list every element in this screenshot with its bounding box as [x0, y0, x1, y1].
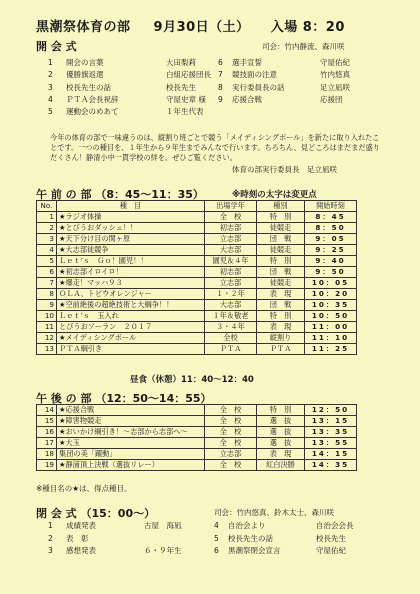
afternoon-title: 午 後 の 部 （12：50～14：55） — [36, 392, 212, 405]
row-number: 12 — [37, 333, 57, 344]
row-type: 特 別 — [257, 311, 305, 322]
table-row — [37, 234, 357, 245]
row-start-time: 13：35 — [305, 427, 357, 438]
row-grade: ３・４年 — [205, 322, 257, 333]
opening-list-left — [48, 57, 211, 118]
row-grade: 全 校 — [205, 427, 257, 438]
row-number: 4 — [37, 245, 57, 256]
row-type: 特 別 — [257, 405, 305, 416]
row-type: 選 抜 — [257, 427, 305, 438]
row-type: ＰＴＡ — [257, 344, 305, 355]
page-header — [36, 16, 345, 35]
row-grade: 大志部 — [205, 300, 257, 311]
row-type: 特 別 — [257, 256, 305, 267]
row-number: 19 — [37, 460, 57, 471]
table-row — [37, 289, 357, 300]
morning-body — [37, 212, 357, 355]
row-number: 2 — [37, 223, 57, 234]
event-title: 黒潮祭体育の部 — [36, 20, 131, 35]
notice-paragraph: 今年の体育の部で一味違うのは、縦割り班ごとで競う「メイディシングボール」を新たに取り入れたことです。一つの種目を、１年生から９年生までみんなで行います。ちろちん、見どころはまだまだ盛りだくさん！静清小中一貫学校の絆を、ぜひご覧ください。 — [50, 133, 380, 162]
table-row — [37, 311, 357, 322]
row-event: とびうおソーラン ２０１７ — [57, 322, 205, 333]
table-row — [37, 438, 357, 449]
row-event: ★初志部イロイロ！ — [57, 267, 205, 278]
row-number: 17 — [37, 438, 57, 449]
morning-table — [36, 200, 357, 355]
opening-title: 開 会 式 — [36, 40, 77, 53]
row-type: 徒競走 — [257, 245, 305, 256]
row-event: ★大志部徒競争 — [57, 245, 205, 256]
row-start-time: 10：05 — [305, 278, 357, 289]
row-number: 10 — [37, 311, 57, 322]
lunch-break: 昼食（休憩）11：40～12：40 — [130, 375, 254, 385]
row-event: ★静浦頂上決戦（選抜リレー） — [57, 460, 205, 471]
row-start-time: 11：25 — [305, 344, 357, 355]
table-row — [37, 212, 357, 223]
afternoon-body — [37, 405, 357, 471]
list-item: 6 選手宣誓 守屋佑紀 — [218, 58, 350, 67]
row-start-time: 10：20 — [305, 289, 357, 300]
row-grade: 全 校 — [205, 212, 257, 223]
row-event: Ｌｅｔ’ｓ Ｇｏ！園児！！ — [57, 256, 205, 267]
opening-list-right — [218, 57, 350, 106]
row-start-time: 13：15 — [305, 416, 357, 427]
list-item: 2 優勝旗返還 白組応援団長 — [48, 70, 211, 80]
table-row — [37, 322, 357, 333]
row-type: 選 抜 — [257, 416, 305, 427]
table-row — [37, 344, 357, 355]
entry-time: 入場 8：20 — [270, 20, 345, 35]
row-event: ★爆走！マッハ９３ — [57, 278, 205, 289]
col-event: 種 目 — [57, 201, 205, 212]
row-grade: 立志部 — [205, 278, 257, 289]
row-event: ★空前絶後の超絶技術と大綱争！！ — [57, 300, 205, 311]
row-number: 8 — [37, 289, 57, 300]
table-row — [37, 449, 357, 460]
row-start-time: 12：50 — [305, 405, 357, 416]
row-start-time: 10：35 — [305, 300, 357, 311]
list-item: 8 実行委員長の話 足立凪咲 — [218, 82, 350, 92]
row-number: 7 — [37, 278, 57, 289]
row-start-time: 11：00 — [305, 322, 357, 333]
table-row — [37, 245, 357, 256]
row-event: ＰＴＡ綱引き — [57, 344, 205, 355]
row-event: ★ラジオ体操 — [57, 212, 205, 223]
row-type: 表 現 — [257, 289, 305, 300]
row-number: 14 — [37, 405, 57, 416]
afternoon-note: ※種目名の★は、得点種目。 — [36, 484, 132, 493]
closing-title: 閉 会 式 （15：00～） — [36, 507, 156, 520]
row-type: 縦割り — [257, 333, 305, 344]
col-no: No. — [37, 201, 57, 212]
row-grade: 園児＆４年 — [205, 256, 257, 267]
row-event: ＯＬＡ、トビウオレンジャー — [57, 289, 205, 300]
row-number: 15 — [37, 416, 57, 427]
list-item: 4 ＰＴＡ会長祝辞 守屋史章 様 — [48, 94, 206, 104]
col-grade: 出場学年 — [205, 201, 257, 212]
list-item: 2 表 彰 — [48, 533, 89, 543]
list-item: 3 校長先生の話 校長先生 — [48, 82, 196, 92]
row-grade: 初志部 — [205, 267, 257, 278]
list-item: 9 応援合戦 応援団 — [218, 94, 343, 104]
table-row — [37, 267, 357, 278]
row-start-time: 11：10 — [305, 333, 357, 344]
list-item: 5 運動会のめあて １年生代表 — [48, 107, 204, 117]
row-type: 団 戦 — [257, 234, 305, 245]
row-grade: １・２年 — [205, 289, 257, 300]
row-grade: 全 校 — [205, 405, 257, 416]
row-number: 1 — [37, 212, 57, 223]
row-type: 団 戦 — [257, 267, 305, 278]
row-grade: 立志部 — [205, 449, 257, 460]
row-event: ★とびうおダッシュ！！ — [57, 223, 205, 234]
table-row — [37, 427, 357, 438]
event-date: 9月30日（土） — [153, 20, 250, 35]
list-item: 4 自治会より 自治会会長 — [214, 521, 354, 530]
row-start-time: 9：50 — [305, 267, 357, 278]
table-row — [37, 223, 357, 234]
table-row — [37, 300, 357, 311]
row-start-time: 14：35 — [305, 460, 357, 471]
row-type: 徒競走 — [257, 223, 305, 234]
table-row — [37, 278, 357, 289]
row-grade: 全 校 — [205, 416, 257, 427]
list-item: 1 開会の言葉 大田梨莉 — [48, 58, 196, 67]
row-event: ★障害物競走 — [57, 416, 205, 427]
row-grade: 立志部 — [205, 234, 257, 245]
row-grade: 大志部 — [205, 245, 257, 256]
closing-list-left — [48, 520, 182, 558]
notice-signature: 体育の部実行委員長 足立凪咲 — [232, 165, 337, 174]
list-item: 6 黒潮祭閉会宣言 守屋佑紀 — [214, 546, 346, 555]
row-start-time: 9：40 — [305, 256, 357, 267]
row-number: 18 — [37, 449, 57, 460]
list-item: 1 成績発表 古屋 海凪 — [48, 521, 182, 530]
row-type: 表 現 — [257, 449, 305, 460]
row-number: 5 — [37, 256, 57, 267]
table-row — [37, 416, 357, 427]
row-grade: 全 校 — [205, 460, 257, 471]
row-number: 11 — [37, 322, 57, 333]
col-type: 種別 — [257, 201, 305, 212]
table-row — [37, 333, 357, 344]
row-event: 集団の美「躍動」 — [57, 449, 205, 460]
table-row — [37, 460, 357, 471]
afternoon-table-wrap — [36, 404, 357, 471]
row-grade: １年＆敬老 — [205, 311, 257, 322]
list-item: 5 校長先生の話 校長先生 — [214, 533, 346, 543]
row-event: ★おいかけ綱引き！～志部から志部へ～ — [57, 427, 205, 438]
table-row — [37, 405, 357, 416]
row-type: 徒競走 — [257, 278, 305, 289]
col-time: 開始時刻 — [305, 201, 357, 212]
row-number: 6 — [37, 267, 57, 278]
row-event: ★応援合戦 — [57, 405, 205, 416]
row-type: 特 別 — [257, 212, 305, 223]
row-grade: ＰＴＡ — [205, 344, 257, 355]
row-grade: 全校 — [205, 333, 257, 344]
row-event: ★天下分け目の関ヶ原 — [57, 234, 205, 245]
row-start-time: 9：25 — [305, 245, 357, 256]
row-type: 表 現 — [257, 322, 305, 333]
row-type: 紅白決勝 — [257, 460, 305, 471]
row-event: ★大玉 — [57, 438, 205, 449]
row-number: 3 — [37, 234, 57, 245]
morning-table-wrap — [36, 200, 357, 355]
row-event: Ｌｅｔ’ｓ 玉入れ — [57, 311, 205, 322]
row-number: 16 — [37, 427, 57, 438]
row-number: 13 — [37, 344, 57, 355]
closing-mc: 司会：竹内悠真、鈴木太士、森川咲 — [214, 508, 334, 517]
morning-note: ※時刻の太字は変更点 — [232, 190, 317, 200]
list-item: 3 感想発表 ６・９年生 — [48, 546, 182, 555]
row-type: 選 抜 — [257, 438, 305, 449]
row-number: 9 — [37, 300, 57, 311]
row-start-time: 8：50 — [305, 223, 357, 234]
list-item: 7 競技面の注意 竹内悠真 — [218, 70, 350, 80]
closing-list-right — [214, 520, 354, 558]
row-type: 団 戦 — [257, 300, 305, 311]
morning-title: 午 前 の 部 （8：45～11：35） — [36, 188, 204, 201]
table-row — [37, 256, 357, 267]
row-grade: 全 校 — [205, 438, 257, 449]
row-event: ★メイディシングボール — [57, 333, 205, 344]
opening-mc: 司会：竹内静流、森川咲 — [262, 42, 345, 51]
row-start-time: 14：15 — [305, 449, 357, 460]
row-start-time: 8：45 — [305, 212, 357, 223]
table-header-row — [37, 201, 357, 212]
row-grade: 初志部 — [205, 223, 257, 234]
row-start-time: 10：50 — [305, 311, 357, 322]
afternoon-table — [36, 404, 357, 471]
row-start-time: 13：55 — [305, 438, 357, 449]
row-start-time: 9：05 — [305, 234, 357, 245]
